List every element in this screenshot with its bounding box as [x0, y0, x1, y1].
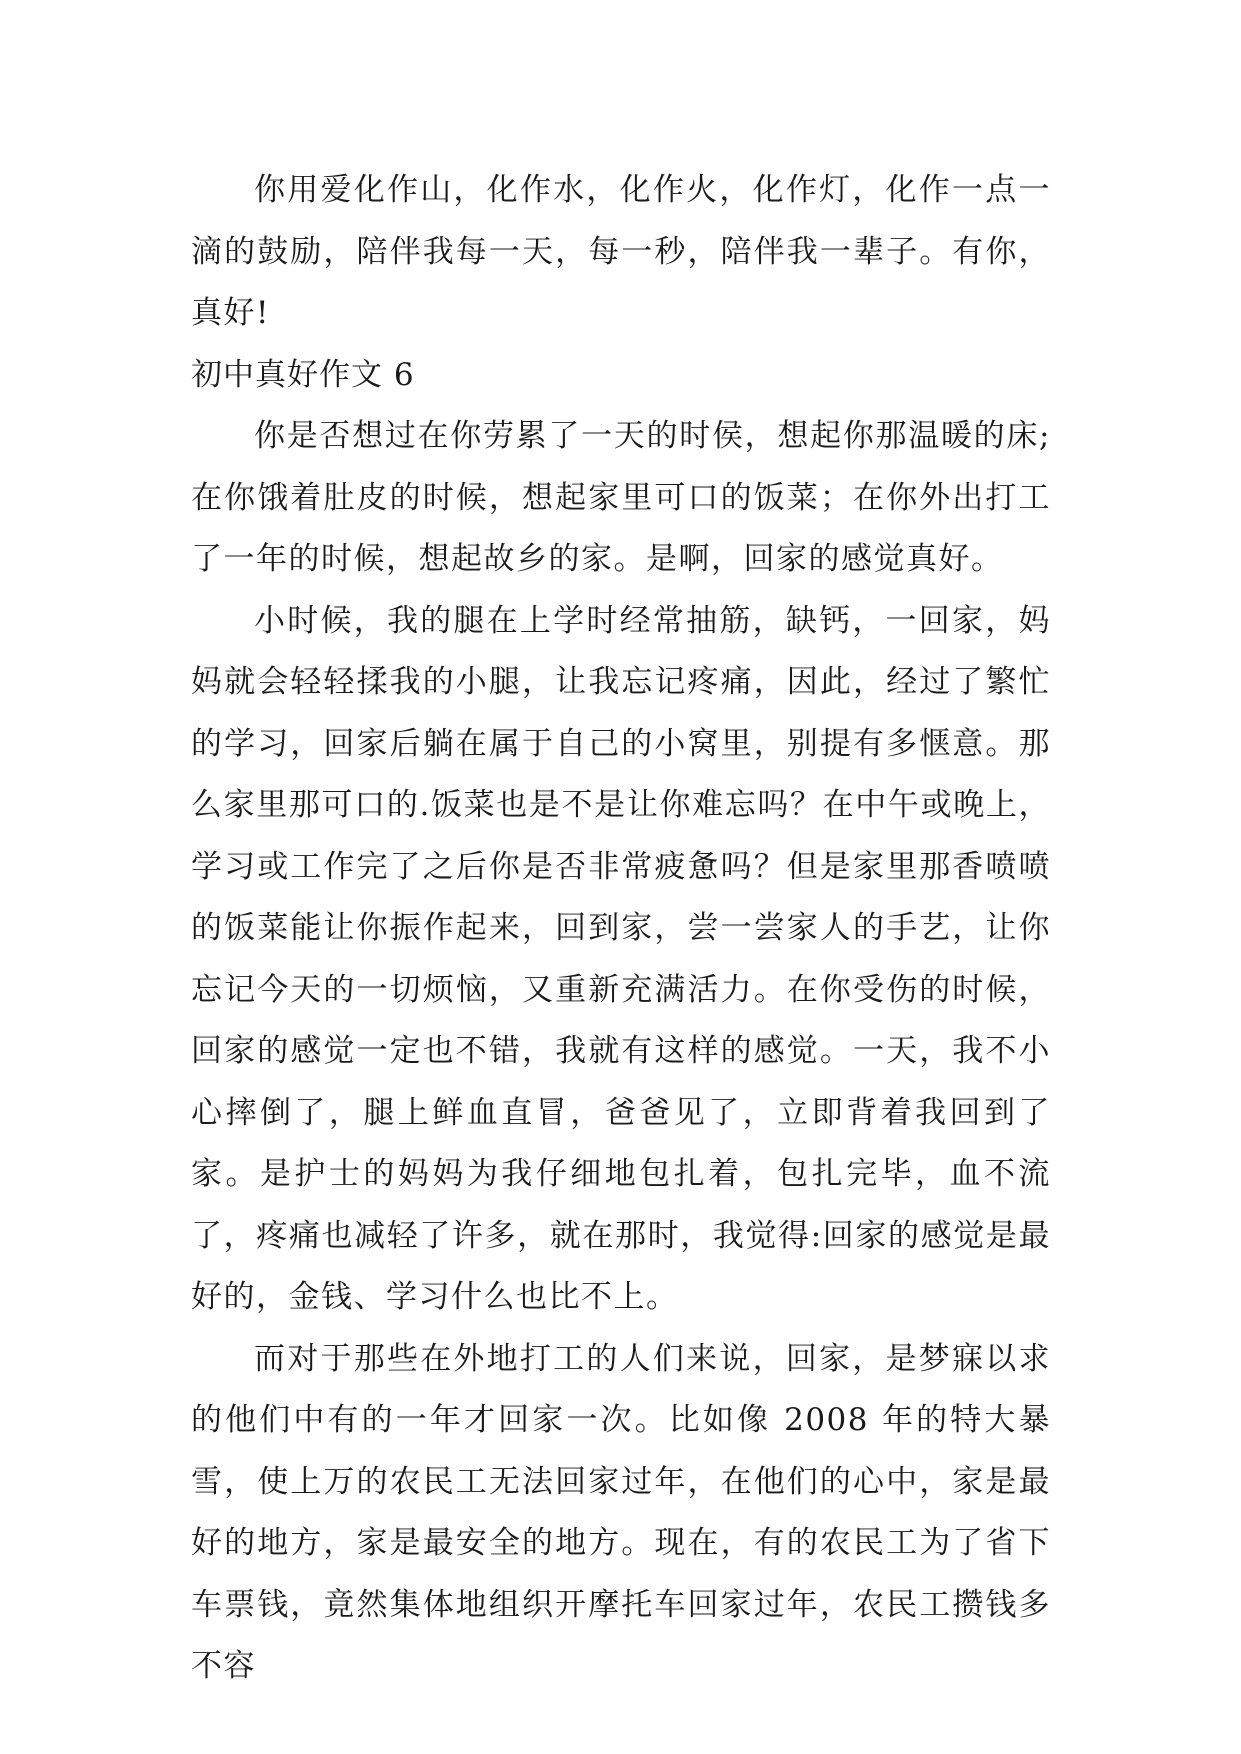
paragraph-3: 小时候，我的腿在上学时经常抽筋，缺钙，一回家，妈妈就会轻轻揉我的小腿，让我忘记疼痛，因此，经过了繁忙的学习，回家后躺在属于自己的小窝里，别提有多惬意。那么家里那可口的.饭菜也是不是让你难忘吗？在中午或晚上，学习或工作完了之后你是否非常疲惫吗？但是家里那香喷喷的饭菜能让你振作起来，回到家，尝一尝家人的手艺，让你忘记今天的一切烦恼，又重新充满活力。在你受伤的时候，回家的感觉一定也不错，我就有这样的感觉。一天，我不小心摔倒了，腿上鲜血直冒，爸爸见了，立即背着我回到了家。是护士的妈妈为我仔细地包扎着，包扎完毕，血不流了，疼痛也减轻了许多，就在那时，我觉得:回家的感觉是最好的，金钱、学习什么也比不上。	[191, 602, 1051, 1315]
document-body	[191, 160, 1051, 1698]
paragraph-2: 你是否想过在你劳累了一天的时侯，想起你那温暖的床;在你饿着肚皮的时候，想起家里可口的饭菜；在你外出打工了一年的时候，想起故乡的家。是啊，回家的感觉真好。	[191, 418, 1051, 577]
paragraph-1: 你用爱化作山，化作水，化作火，化作灯，化作一点一滴的鼓励，陪伴我每一天，每一秒，陪伴我一辈子。有你，真好!	[191, 172, 1051, 331]
essay-heading: 初中真好作文 6	[191, 356, 415, 393]
paragraph-4: 而对于那些在外地打工的人们来说，回家，是梦寐以求的他们中有的一年才回家一次。比如像 2008 年的特大暴雪，使上万的农民工无法回家过年，在他们的心中，家是最好的地方，家是最安全的地方。现在，有的农民工为了省下车票钱，竟然集体地组织开摩托车回家过年，农民工攒钱多不容	[191, 1340, 1051, 1684]
